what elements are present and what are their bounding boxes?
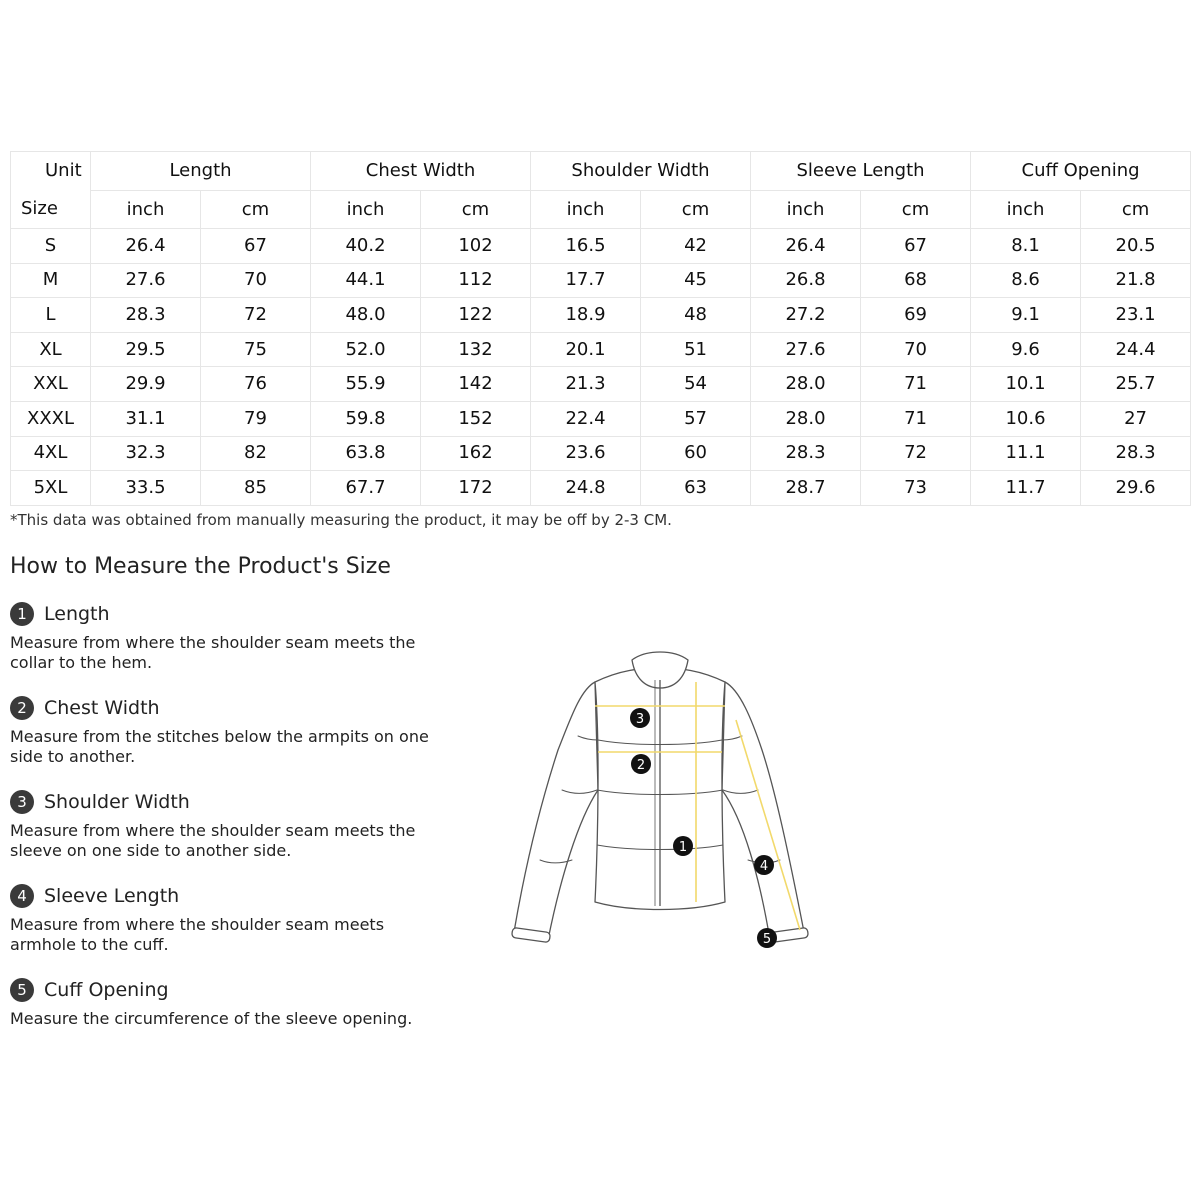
table-cell: 79 (201, 401, 311, 436)
table-cell: 75 (201, 332, 311, 367)
table-row (11, 298, 1191, 333)
group-header-sleeve-length: Sleeve Length (751, 152, 971, 191)
table-cell: 20.1 (531, 332, 641, 367)
marker-label: 3 (635, 712, 645, 727)
table-cell: 27.6 (751, 332, 861, 367)
step-number-badge: 2 (10, 696, 34, 720)
table-cell: 152 (421, 401, 531, 436)
size-table (10, 151, 1191, 506)
measure-item-sleeve-length (10, 883, 430, 955)
marker-label: 4 (759, 859, 769, 874)
table-cell: 21.8 (1081, 263, 1191, 298)
table-cell: 76 (201, 367, 311, 402)
table-cell: 28.0 (751, 401, 861, 436)
table-cell: 63 (641, 471, 751, 506)
table-cell: 24.8 (531, 471, 641, 506)
size-cell: 5XL (11, 471, 91, 506)
table-unit-header-row (11, 191, 1191, 229)
table-cell: 8.1 (971, 229, 1081, 264)
table-cell: 20.5 (1081, 229, 1191, 264)
table-cell: 23.6 (531, 436, 641, 471)
table-cell: 45 (641, 263, 751, 298)
table-cell: 67 (861, 229, 971, 264)
table-cell: 8.6 (971, 263, 1081, 298)
table-cell: 82 (201, 436, 311, 471)
table-cell: 25.7 (1081, 367, 1191, 402)
table-row (11, 332, 1191, 367)
measure-item-description: Measure the circumference of the sleeve opening. (10, 1009, 413, 1028)
table-cell: 11.1 (971, 436, 1081, 471)
unit-header: cm (1081, 191, 1191, 229)
table-cell: 72 (201, 298, 311, 333)
table-cell: 68 (861, 263, 971, 298)
table-cell: 142 (421, 367, 531, 402)
table-cell: 52.0 (311, 332, 421, 367)
group-header-chest-width: Chest Width (311, 152, 531, 191)
jacket-diagram (500, 640, 820, 960)
unit-label: Unit (11, 152, 91, 191)
table-cell: 22.4 (531, 401, 641, 436)
marker-3 (630, 708, 650, 728)
table-cell: 26.4 (751, 229, 861, 264)
table-cell: 67.7 (311, 471, 421, 506)
marker-2 (631, 754, 651, 774)
step-number-badge: 5 (10, 978, 34, 1002)
table-cell: 57 (641, 401, 751, 436)
table-cell: 162 (421, 436, 531, 471)
table-group-header-row (11, 152, 1191, 191)
table-cell: 26.4 (91, 229, 201, 264)
table-row (11, 401, 1191, 436)
table-cell: 27.6 (91, 263, 201, 298)
unit-header: inch (531, 191, 641, 229)
table-cell: 60 (641, 436, 751, 471)
table-cell: 29.6 (1081, 471, 1191, 506)
group-header-shoulder-width: Shoulder Width (531, 152, 751, 191)
table-cell: 44.1 (311, 263, 421, 298)
table-row (11, 263, 1191, 298)
table-cell: 33.5 (91, 471, 201, 506)
measure-item-name: Sleeve Length (44, 885, 180, 907)
marker-4 (754, 855, 774, 875)
table-cell: 54 (641, 367, 751, 402)
size-cell: XXL (11, 367, 91, 402)
table-body (11, 229, 1191, 506)
table-cell: 17.7 (531, 263, 641, 298)
measure-item-name: Shoulder Width (44, 791, 190, 813)
table-cell: 24.4 (1081, 332, 1191, 367)
table-cell: 10.6 (971, 401, 1081, 436)
table-cell: 10.1 (971, 367, 1081, 402)
table-row (11, 367, 1191, 402)
table-cell: 26.8 (751, 263, 861, 298)
table-cell: 9.6 (971, 332, 1081, 367)
table-row (11, 436, 1191, 471)
measure-item-length (10, 601, 430, 673)
table-cell: 67 (201, 229, 311, 264)
table-cell: 102 (421, 229, 531, 264)
group-header-length: Length (91, 152, 311, 191)
measure-item-description: Measure from the stitches below the armpits on one side to another. (10, 727, 429, 766)
table-cell: 11.7 (971, 471, 1081, 506)
table-cell: 51 (641, 332, 751, 367)
unit-header: cm (201, 191, 311, 229)
measurement-note: *This data was obtained from manually measuring the product, it may be off by 2-3 CM. (10, 511, 672, 529)
table-cell: 27 (1081, 401, 1191, 436)
unit-header: inch (971, 191, 1081, 229)
measure-item-description: Measure from where the shoulder seam meets the sleeve on one side to another side. (10, 821, 416, 860)
marker-label: 2 (636, 758, 646, 773)
unit-header: inch (751, 191, 861, 229)
table-cell: 23.1 (1081, 298, 1191, 333)
table-cell: 70 (201, 263, 311, 298)
size-cell: XL (11, 332, 91, 367)
table-cell: 40.2 (311, 229, 421, 264)
measure-item-name: Chest Width (44, 697, 160, 719)
table-cell: 59.8 (311, 401, 421, 436)
left-sleeve-outline (514, 682, 598, 940)
unit-header: cm (641, 191, 751, 229)
size-cell: S (11, 229, 91, 264)
table-cell: 71 (861, 367, 971, 402)
table-cell: 28.3 (91, 298, 201, 333)
size-cell: L (11, 298, 91, 333)
table-cell: 42 (641, 229, 751, 264)
unit-header: cm (861, 191, 971, 229)
marker-5 (757, 928, 777, 948)
table-cell: 21.3 (531, 367, 641, 402)
table-cell: 18.9 (531, 298, 641, 333)
size-label: Size (11, 191, 91, 229)
table-cell: 29.9 (91, 367, 201, 402)
unit-header: inch (91, 191, 201, 229)
table-cell: 9.1 (971, 298, 1081, 333)
table-cell: 48 (641, 298, 751, 333)
unit-header: inch (311, 191, 421, 229)
measure-item-cuff-opening (10, 977, 430, 1029)
unit-header: cm (421, 191, 531, 229)
table-cell: 29.5 (91, 332, 201, 367)
group-header-cuff-opening: Cuff Opening (971, 152, 1191, 191)
table-cell: 32.3 (91, 436, 201, 471)
measure-item-description: Measure from where the shoulder seam meets armhole to the cuff. (10, 915, 385, 954)
table-cell: 28.0 (751, 367, 861, 402)
step-number-badge: 4 (10, 884, 34, 908)
table-cell: 71 (861, 401, 971, 436)
measure-section-title: How to Measure the Product's Size (10, 554, 391, 579)
size-cell: M (11, 263, 91, 298)
table-cell: 28.7 (751, 471, 861, 506)
marker-label: 5 (762, 932, 772, 947)
table-cell: 28.3 (751, 436, 861, 471)
marker-1 (673, 836, 693, 856)
table-cell: 31.1 (91, 401, 201, 436)
table-cell: 85 (201, 471, 311, 506)
measure-item-name: Length (44, 603, 110, 625)
table-cell: 69 (861, 298, 971, 333)
measure-item-description: Measure from where the shoulder seam meets the collar to the hem. (10, 633, 416, 672)
table-cell: 112 (421, 263, 531, 298)
table-cell: 27.2 (751, 298, 861, 333)
table-row (11, 229, 1191, 264)
table-cell: 122 (421, 298, 531, 333)
table-cell: 172 (421, 471, 531, 506)
table-cell: 70 (861, 332, 971, 367)
table-cell: 63.8 (311, 436, 421, 471)
measure-item-chest-width (10, 695, 430, 767)
table-cell: 72 (861, 436, 971, 471)
measure-item-shoulder-width (10, 789, 430, 861)
table-cell: 132 (421, 332, 531, 367)
marker-label: 1 (678, 840, 688, 855)
table-cell: 73 (861, 471, 971, 506)
size-cell: XXXL (11, 401, 91, 436)
table-cell: 55.9 (311, 367, 421, 402)
table-cell: 28.3 (1081, 436, 1191, 471)
step-number-badge: 1 (10, 602, 34, 626)
table-cell: 16.5 (531, 229, 641, 264)
size-cell: 4XL (11, 436, 91, 471)
table-row (11, 471, 1191, 506)
table-cell: 48.0 (311, 298, 421, 333)
step-number-badge: 3 (10, 790, 34, 814)
measure-item-name: Cuff Opening (44, 979, 169, 1001)
